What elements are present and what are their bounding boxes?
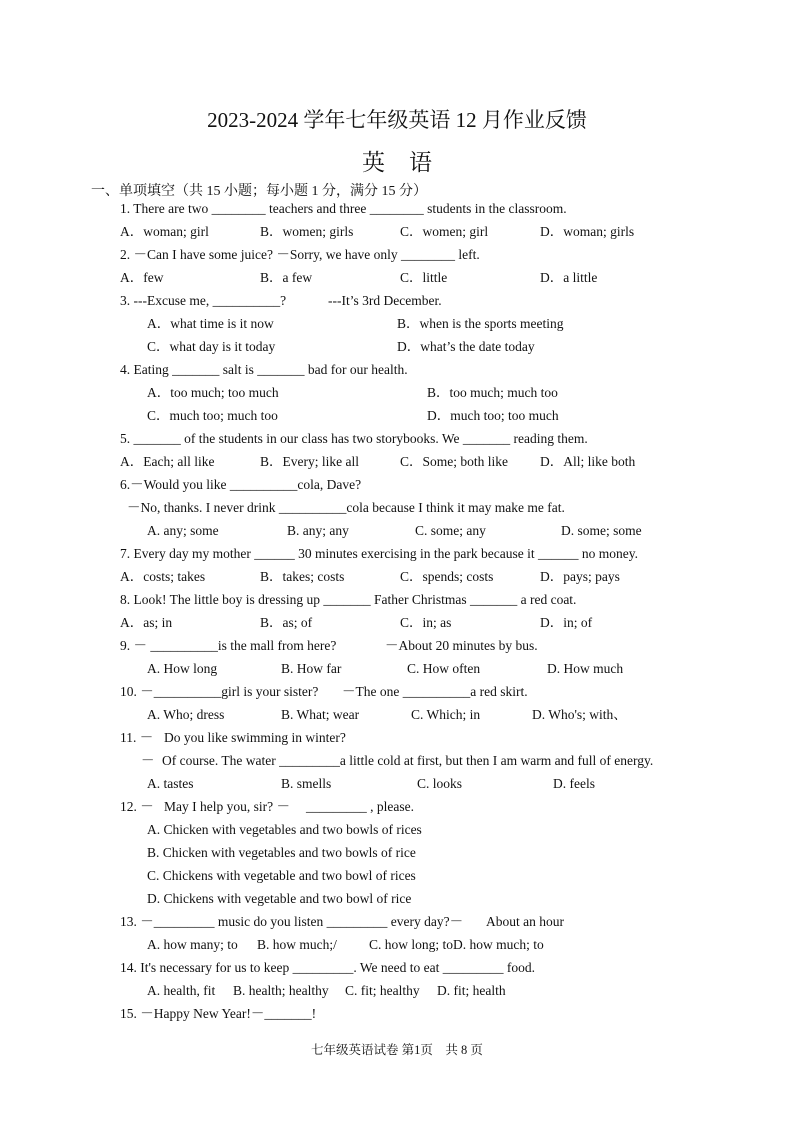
question-text: B．as; of xyxy=(260,615,313,630)
question-text: D. fit; health xyxy=(437,983,506,998)
question-text: C．Some; both like xyxy=(400,454,508,469)
question-text: D. some; some xyxy=(561,523,642,538)
question-text: 1. There are two ________ teachers and three ________ students in the classroom. xyxy=(120,201,567,216)
question-text: C．what day is it today xyxy=(147,339,276,354)
question-text: A．few xyxy=(120,270,164,285)
question-text: 7. Every day my mother ______ 30 minutes exercising in the park because it ______ no money. xyxy=(120,546,639,561)
question-text: D．much too; too much xyxy=(427,408,559,423)
question-text: D. How much xyxy=(547,661,624,676)
question-text: 8. Look! The little boy is dressing up _______ Father Christmas _______ a red coat. xyxy=(120,592,577,607)
question-text: D．what’s the date today xyxy=(397,339,535,354)
question-text: A. tastes xyxy=(147,776,194,791)
question-text: D．All; like both xyxy=(540,454,636,469)
question-text: － xyxy=(141,753,155,768)
question-text: B. how much;/ xyxy=(257,937,337,952)
question-text: B. How far xyxy=(281,661,342,676)
question-text: C. how long; to xyxy=(369,937,454,952)
question-text: A. How long xyxy=(147,661,218,676)
question-text: B. any; any xyxy=(287,523,349,538)
question-text: B．a few xyxy=(260,270,313,285)
question-text: C. How often xyxy=(407,661,481,676)
question-text: 13. －_________ music do you listen _________ every day?－ xyxy=(120,914,464,929)
question-text: B．women; girls xyxy=(260,224,354,239)
question-text: C. fit; healthy xyxy=(345,983,420,998)
question-text: D．in; of xyxy=(540,615,593,630)
question-text: C. some; any xyxy=(415,523,486,538)
question-text: _________ , please. xyxy=(306,799,414,814)
question-text: A．Each; all like xyxy=(120,454,215,469)
page-footer: 七年级英语试卷 第1页 共 8 页 xyxy=(311,1043,483,1057)
question-text: About an hour xyxy=(486,914,564,929)
subject-heading: 英语 xyxy=(362,150,456,175)
question-text: 5. _______ of the students in our class has two storybooks. We _______ reading them. xyxy=(120,431,588,446)
question-text: A. health, fit xyxy=(147,983,216,998)
section-heading: 一、单项填空（共 15 小题；每小题 1 分，满分 15 分） xyxy=(91,184,427,199)
question-text: 12. － xyxy=(120,799,154,814)
question-text: May I help you, sir? － xyxy=(164,799,290,814)
question-text: B．Every; like all xyxy=(260,454,359,469)
question-text: D．pays; pays xyxy=(540,569,620,584)
question-text: 2. －Can I have some juice? －Sorry, we have only ________ left. xyxy=(120,247,480,262)
question-text: C．spends; costs xyxy=(400,569,494,584)
question-text: C. Which; in xyxy=(411,707,481,722)
question-text: A. Chicken with vegetables and two bowls of rices xyxy=(147,822,422,837)
question-text: A．costs; takes xyxy=(120,569,206,584)
question-text: C．women; girl xyxy=(400,224,489,239)
question-text: A. Who; dress xyxy=(147,707,225,722)
question-text: Of course. The water _________a little cold at first, but then I am warm and full of energy. xyxy=(162,753,654,768)
question-text: C．little xyxy=(400,270,448,285)
question-text: ---It’s 3rd December. xyxy=(328,293,442,308)
question-text: D. Chickens with vegetable and two bowl of rice xyxy=(147,891,412,906)
question-text: A. any; some xyxy=(147,523,219,538)
question-text: D. Who's; with、 xyxy=(532,707,627,722)
question-text: 4. Eating _______ salt is _______ bad for our health. xyxy=(120,362,408,377)
question-text: C. looks xyxy=(417,776,463,791)
question-text: B. What; wear xyxy=(281,707,360,722)
question-text: C．much too; much too xyxy=(147,408,278,423)
question-text: D. how much; to xyxy=(453,937,544,952)
question-text: B．takes; costs xyxy=(260,569,345,584)
question-text: 6.－Would you like __________cola, Dave? xyxy=(120,477,362,492)
question-text: A．woman; girl xyxy=(120,224,209,239)
question-text: D．a little xyxy=(540,270,598,285)
question-text: 11. － xyxy=(120,730,154,745)
question-text: B．too much; much too xyxy=(427,385,558,400)
question-text: 14. It's necessary for us to keep _________. We need to eat _________ food. xyxy=(120,960,536,975)
question-text: B．when is the sports meeting xyxy=(397,316,564,331)
question-text: D．woman; girls xyxy=(540,224,635,239)
question-text: 15. －Happy New Year!－_______! xyxy=(120,1006,317,1021)
question-text: －No, thanks. I never drink __________cola because I think it may make me fat. xyxy=(127,500,565,515)
question-text: A．as; in xyxy=(120,615,173,630)
question-text: 3. ---Excuse me, __________? xyxy=(120,293,287,308)
question-text: －The one __________a red skirt. xyxy=(342,684,528,699)
question-text: C．in; as xyxy=(400,615,452,630)
question-text: A．what time is it now xyxy=(147,316,274,331)
question-text: 10. －__________girl is your sister? xyxy=(120,684,319,699)
question-text: A. how many; to xyxy=(147,937,238,952)
question-text: Do you like swimming in winter? xyxy=(164,730,346,745)
question-text: D. feels xyxy=(553,776,595,791)
page-title: 2023-2024 学年七年级英语 12 月作业反馈 xyxy=(207,108,587,132)
question-text: A．too much; too much xyxy=(147,385,279,400)
question-text: 9. － __________is the mall from here? xyxy=(120,638,337,653)
question-text: B. health; healthy xyxy=(233,983,329,998)
question-text: B. Chicken with vegetables and two bowls of rice xyxy=(147,845,416,860)
question-text: －About 20 minutes by bus. xyxy=(385,638,538,653)
question-text: B. smells xyxy=(281,776,332,791)
question-text: C. Chickens with vegetable and two bowl of rices xyxy=(147,868,416,883)
